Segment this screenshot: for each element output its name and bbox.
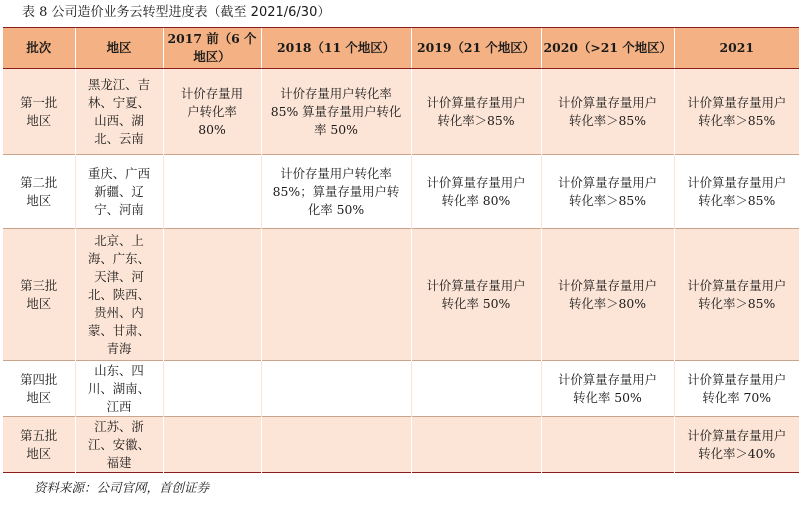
caption-label: 表 8 xyxy=(22,5,48,20)
header-batch: 批次 xyxy=(3,28,75,69)
y2017-cell xyxy=(163,155,261,229)
batch-cell: 第一批地区 xyxy=(3,69,75,155)
batch-cell: 第二批地区 xyxy=(3,155,75,229)
y2021-cell: 计价算量存量用户转化率＞85% xyxy=(674,229,799,361)
progress-table xyxy=(3,27,799,473)
y2020-cell: 计价算量存量用户转化率＞85% xyxy=(541,69,674,155)
table-row xyxy=(3,69,799,155)
y2021-cell: 计价算量存量用户转化率＞40% xyxy=(674,417,799,473)
batch-cell: 第四批地区 xyxy=(3,361,75,417)
y2019-cell: 计价算量存量用户转化率＞85% xyxy=(411,69,541,155)
y2018-cell: 计价存量用户转化率 85% 算量存量用户转化率 50% xyxy=(261,69,411,155)
y2018-cell xyxy=(261,229,411,361)
y2018-cell xyxy=(261,417,411,473)
batch-cell: 第三批地区 xyxy=(3,229,75,361)
batch-cell: 第五批地区 xyxy=(3,417,75,473)
y2019-cell: 计价算量存量用户转化率 50% xyxy=(411,229,541,361)
header-2021: 2021 xyxy=(674,28,799,69)
regions-cell: 山东、四川、湖南、江西 xyxy=(75,361,163,417)
regions-cell: 北京、上海、广东、天津、河北、陕西、贵州、内蒙、甘肃、青海 xyxy=(75,229,163,361)
table-row xyxy=(3,229,799,361)
regions-cell: 黑龙江、吉林、宁夏、山西、湖北、云南 xyxy=(75,69,163,155)
table-row xyxy=(3,361,799,417)
y2020-cell: 计价算量存量用户转化率＞80% xyxy=(541,229,674,361)
table-row xyxy=(3,155,799,229)
header-region: 地区 xyxy=(75,28,163,69)
y2020-cell: 计价算量存量用户转化率＞85% xyxy=(541,155,674,229)
source-note: 资料来源：公司官网，首创证券 xyxy=(34,480,210,495)
y2020-cell xyxy=(541,417,674,473)
y2017-cell xyxy=(163,417,261,473)
y2019-cell xyxy=(411,417,541,473)
y2021-cell: 计价算量存量用户转化率 70% xyxy=(674,361,799,417)
header-2019: 2019（21 个地区） xyxy=(411,28,541,69)
y2021-cell: 计价算量存量用户转化率＞85% xyxy=(674,155,799,229)
y2019-cell xyxy=(411,361,541,417)
header-2018: 2018（11 个地区） xyxy=(261,28,411,69)
y2017-cell: 计价存量用户转化率 80% xyxy=(163,69,261,155)
header-2020: 2020（>21 个地区） xyxy=(541,28,674,69)
y2020-cell: 计价算量存量用户转化率 50% xyxy=(541,361,674,417)
y2017-cell xyxy=(163,229,261,361)
y2019-cell: 计价算量存量用户转化率 80% xyxy=(411,155,541,229)
y2021-cell: 计价算量存量用户转化率＞85% xyxy=(674,69,799,155)
caption-title: 公司造价业务云转型进度表（截至 2021/6/30） xyxy=(51,5,331,20)
regions-cell: 重庆、广西新疆、辽宁、河南 xyxy=(75,155,163,229)
y2018-cell: 计价存量用户转化率 85%；算量存量用户转化率 50% xyxy=(261,155,411,229)
y2017-cell xyxy=(163,361,261,417)
header-row xyxy=(3,28,799,69)
y2018-cell xyxy=(261,361,411,417)
table-row xyxy=(3,417,799,473)
regions-cell: 江苏、浙江、安徽、福建 xyxy=(75,417,163,473)
table-caption xyxy=(22,4,330,22)
header-2017: 2017 前（6 个地区） xyxy=(163,28,261,69)
